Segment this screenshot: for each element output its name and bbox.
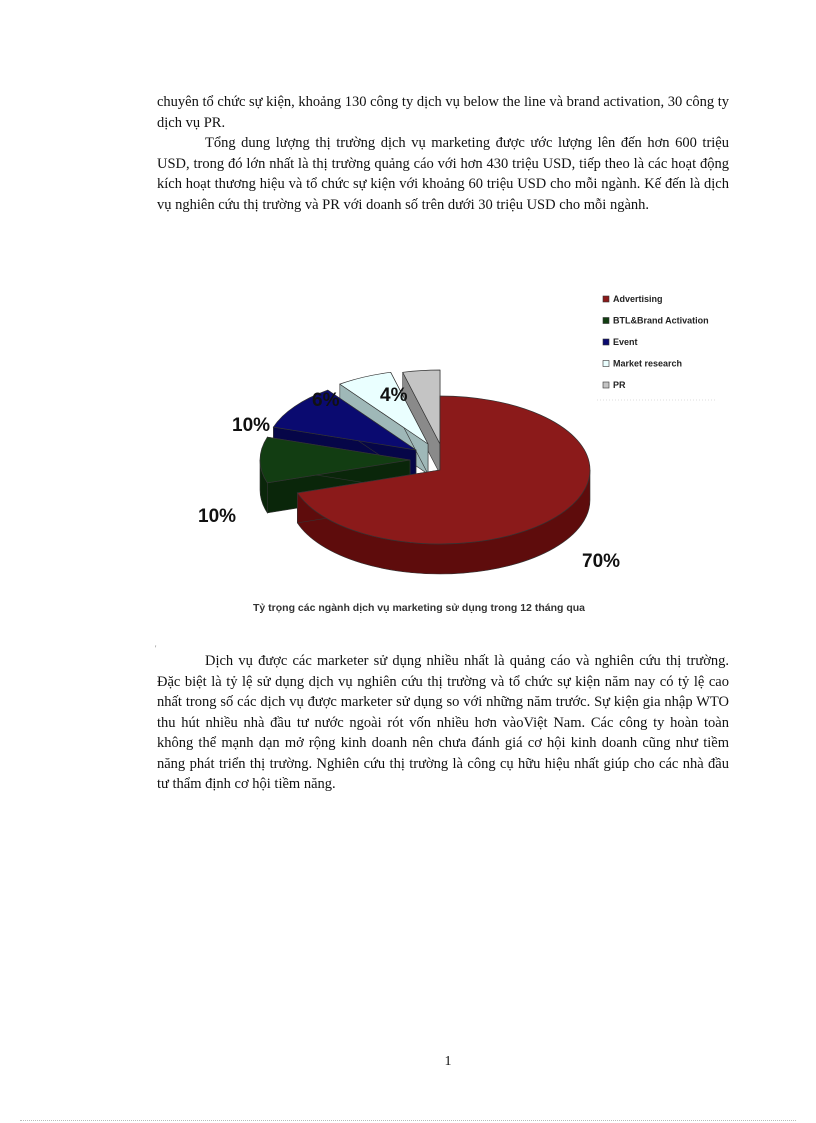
dot-mark: '	[155, 644, 157, 653]
chart-legend	[603, 294, 709, 390]
paragraph-intro	[157, 92, 729, 215]
chart-caption: Tỷ trọng các ngành dịch vụ marketing sử dụng trong 12 tháng qua	[253, 602, 585, 614]
legend-swatch-market-research	[603, 361, 609, 367]
pie-chart	[150, 280, 750, 620]
paragraph-1: chuyên tổ chức sự kiện, khoảng 130 công ty dịch vụ below the line và brand activation, 30 công ty dịch vụ PR.	[157, 94, 729, 131]
paragraph-2: Tổng dung lượng thị trường dịch vụ marketing được ước lượng lên đến hơn 600 triệu USD, trong đó lớn nhất là thị trường quảng cáo với hơn 430 triệu USD, tiếp theo là các hoạt động kích hoạt thương hiệu và tổ chức sự kiện với khoảng 60 triệu USD cho mỗi ngành. Kế đến là dịch vụ nghiên cứu thị trường và PR với doanh số trên dưới 30 triệu USD cho mỗi ngành.	[157, 135, 729, 213]
legend-label-pr: PR	[613, 380, 626, 390]
pct-label-market-research: 6%	[312, 390, 340, 411]
legend-swatch-event	[603, 339, 609, 345]
paragraph-3: Dịch vụ được các marketer sử dụng nhiều nhất là quảng cáo và nghiên cứu thị trường. Đặc biệt là tỷ lệ sử dụng dịch vụ nghiên cứu thị trường và tổ chức sự kiện năm nay có tỷ lệ cao nhất trong số các dịch vụ được marketer sử dụng so với những năm trước. Sự kiện gia nhập WTO thu hút nhiều nhà đầu tư nước ngoài rót vốn nhiều hơn vàoViệt Nam. Các công ty hoàn toàn không thể mạnh dạn mở rộng kinh doanh nên chưa đánh giá cơ hội kinh doanh cũng như tiềm năng phát triển thị trường. Nghiên cứu thị trường là công cụ hữu hiệu nhất giúp cho các nhà đầu tư thẩm định cơ hội tiềm năng.	[157, 653, 729, 792]
pie-slices	[260, 370, 590, 574]
pct-label-pr: 4%	[380, 385, 408, 406]
legend-item-event	[603, 337, 638, 347]
legend-label-event: Event	[613, 337, 638, 347]
legend-swatch-pr	[603, 382, 609, 388]
pct-label-advertising: 70%	[582, 551, 621, 572]
legend-swatch-advertising	[603, 296, 609, 302]
paragraph-body	[157, 651, 729, 795]
legend-label-market-research: Market research	[613, 358, 683, 369]
legend-item-advertising	[603, 294, 663, 304]
legend-swatch-btl-brand-activation	[603, 318, 609, 324]
legend-label-advertising: Advertising	[613, 294, 663, 304]
pct-label-btl-brand-activation: 10%	[198, 506, 237, 527]
legend-item-btl-brand-activation	[603, 316, 709, 326]
pct-label-event: 10%	[232, 415, 271, 436]
footer-rule	[20, 1120, 796, 1121]
page-number: 1	[444, 1054, 452, 1069]
legend-label-btl-brand-activation: BTL&Brand Activation	[613, 315, 709, 326]
legend-item-market-research	[603, 359, 682, 369]
legend-item-pr	[603, 380, 626, 390]
